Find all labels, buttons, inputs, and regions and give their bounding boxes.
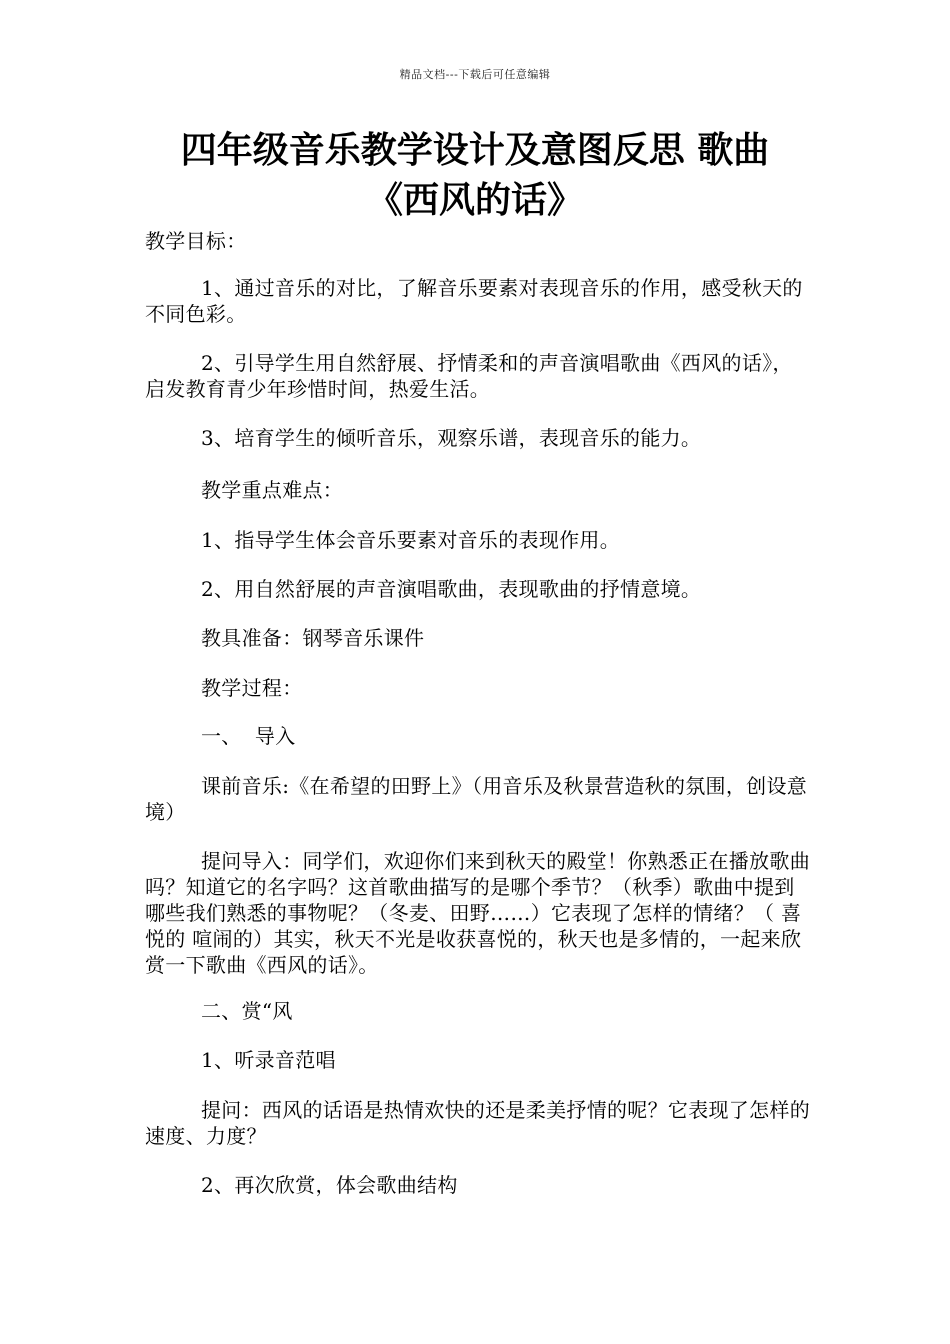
paragraph: 课前音乐:《在希望的田野上》（用音乐及秋景营造秋的氛围，创设意境） [145, 774, 808, 824]
paragraph: 教具准备：钢琴音乐课件 [201, 626, 425, 650]
page-header: 精品文档---下载后可任意编辑 [399, 68, 551, 81]
paragraph: 1、听录音范唱 [201, 1048, 336, 1072]
section-heading-process: 教学过程： [201, 676, 303, 700]
section-heading-objectives: 教学目标： [145, 229, 247, 253]
section-heading-key-points: 教学重点难点： [201, 478, 344, 502]
paragraph: 提问导入：同学们，欢迎你们来到秋天的殿堂！你熟悉正在播放歌曲吗？知道它的名字吗？这首歌曲描写的是哪个季节？（秋季）歌曲中提到哪些我们熟悉的事物呢？（冬麦、田野……）它表现了怎样的情绪？（ 喜悦的 喧闹的）其实，秋天不光是收获喜悦的，秋天也是多情的，一起来欣赏一下歌曲《西风的话》。 [145, 849, 810, 977]
paragraph: 二、赏“风 [201, 999, 293, 1023]
paragraph: 1、指导学生体会音乐要素对音乐的表现作用。 [201, 528, 621, 552]
paragraph: 提问：西风的话语是热情欢快的还是柔美抒情的呢？它表现了怎样的速度、力度？ [145, 1098, 810, 1148]
paragraph: 3、培育学生的倾听音乐，观察乐谱，表现音乐的能力。 [201, 426, 702, 450]
paragraph: 1、通过音乐的对比，了解音乐要素对表现音乐的作用，感受秋天的不同色彩。 [145, 276, 803, 326]
paragraph: 一、 导入 [201, 724, 296, 748]
document-title [100, 125, 850, 225]
paragraph: 2、引导学生用自然舒展、抒情柔和的声音演唱歌曲《西风的话》，启发教育青少年珍惜时间，热爱生活。 [145, 351, 793, 401]
paragraph: 2、用自然舒展的声音演唱歌曲，表现歌曲的抒情意境。 [201, 577, 702, 601]
paragraph: 2、再次欣赏，体会歌曲结构 [201, 1173, 458, 1197]
title-line-1: 四年级音乐教学设计及意图反思 歌曲 [180, 129, 770, 171]
title-line-2: 《西风的话》 [366, 179, 583, 221]
